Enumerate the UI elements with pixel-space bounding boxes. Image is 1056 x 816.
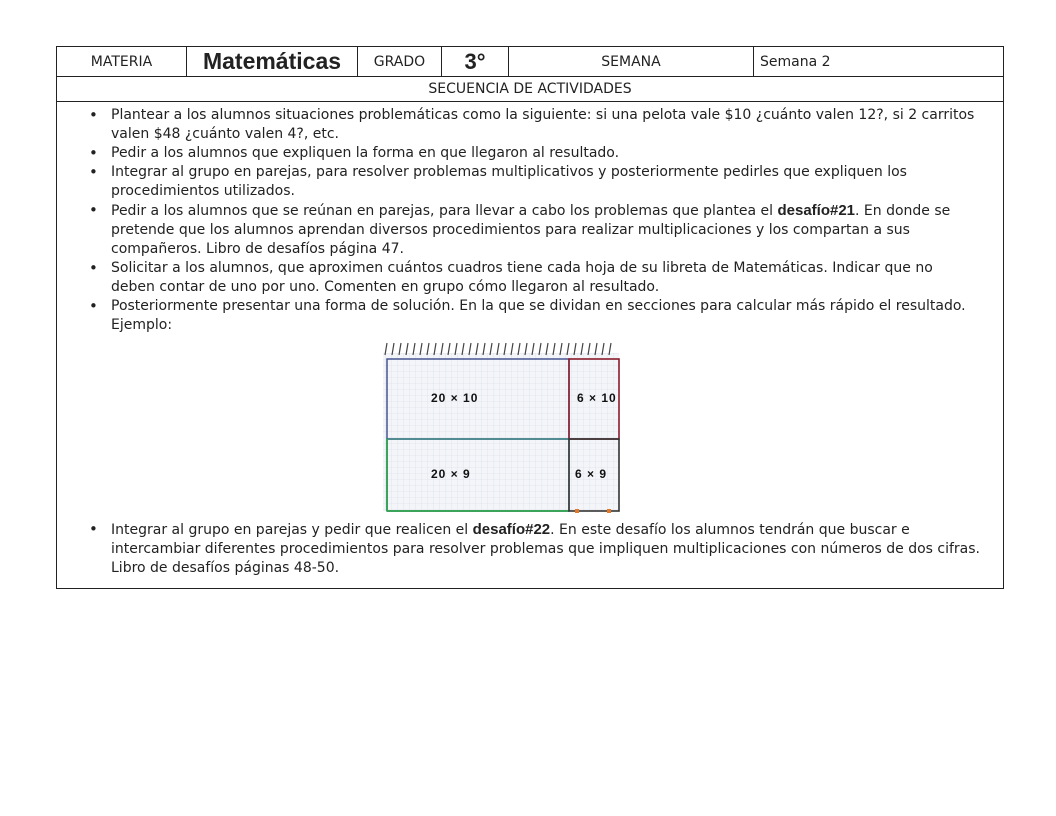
activity-text: . En este desafío los alumnos tendrán que buscar e intercambiar diferentes procedimientos para resolver problemas que impliquen multiplicaciones con números de dos cifras. Libro de desafíos páginas 48-50. bbox=[111, 522, 981, 576]
activity-item bbox=[111, 163, 981, 201]
challenge-21: desafío#21 bbox=[777, 202, 856, 219]
label-20x10: 20 × 10 bbox=[431, 391, 479, 405]
week-value: Semana 2 bbox=[754, 47, 1004, 77]
challenge-22: desafío#22 bbox=[472, 521, 551, 538]
grade-label: GRADO bbox=[358, 47, 442, 77]
activity-item bbox=[111, 201, 981, 259]
activity-item bbox=[111, 259, 981, 297]
sequence-title: SECUENCIA DE ACTIVIDADES bbox=[57, 77, 1004, 102]
activity-text: . En donde se pretende que los alumnos aprendan diversos procedimientos para realizar multiplicaciones y los compartan a sus compañeros. Libro de desafíos página 47. bbox=[111, 203, 951, 257]
activity-text: Posteriormente presentar una forma de solución. En la que se dividan en secciones para calcular más rápido el resultado. Ejemplo: bbox=[111, 298, 966, 333]
activity-item bbox=[111, 144, 981, 163]
notebook-grid-example bbox=[379, 341, 623, 514]
week-label: SEMANA bbox=[509, 47, 754, 77]
activity-list bbox=[57, 106, 1003, 335]
activities-cell bbox=[57, 102, 1004, 589]
activity-text: Integrar al grupo en parejas, para resolver problemas multiplicativos y posteriormente pedirles que expliquen los procedimientos utilizados. bbox=[111, 164, 907, 199]
activity-item bbox=[111, 520, 981, 578]
activity-plan-table bbox=[56, 46, 1004, 589]
activity-list-continued bbox=[57, 520, 1003, 578]
header-row bbox=[57, 47, 1004, 77]
grade-value: 3° bbox=[442, 47, 509, 77]
activity-text: Plantear a los alumnos situaciones problemáticas como la siguiente: si una pelota vale $10 ¿cuánto valen 12?, si 2 carritos valen $48 ¿cuánto valen 4?, etc. bbox=[111, 107, 975, 142]
subject-label: MATERIA bbox=[57, 47, 187, 77]
label-6x10: 6 × 10 bbox=[577, 391, 617, 405]
subject-value: Matemáticas bbox=[187, 47, 358, 77]
activity-item bbox=[111, 106, 981, 144]
activity-text: Solicitar a los alumnos, que aproximen cuántos cuadros tiene cada hoja de su libreta de Matemáticas. Indicar que no deben contar de uno por uno. Comenten en grupo cómo llegaron al resultado. bbox=[111, 260, 933, 295]
notebook-illustration bbox=[379, 341, 623, 514]
activity-text: Pedir a los alumnos que se reúnan en parejas, para llevar a cabo los problemas que plantea el bbox=[111, 203, 778, 219]
activity-text: Pedir a los alumnos que expliquen la forma en que llegaron al resultado. bbox=[111, 145, 620, 161]
activity-text: Integrar al grupo en parejas y pedir que realicen el bbox=[111, 522, 473, 538]
activity-item bbox=[111, 297, 981, 335]
label-6x9: 6 × 9 bbox=[575, 467, 608, 481]
label-20x9: 20 × 9 bbox=[431, 467, 471, 481]
